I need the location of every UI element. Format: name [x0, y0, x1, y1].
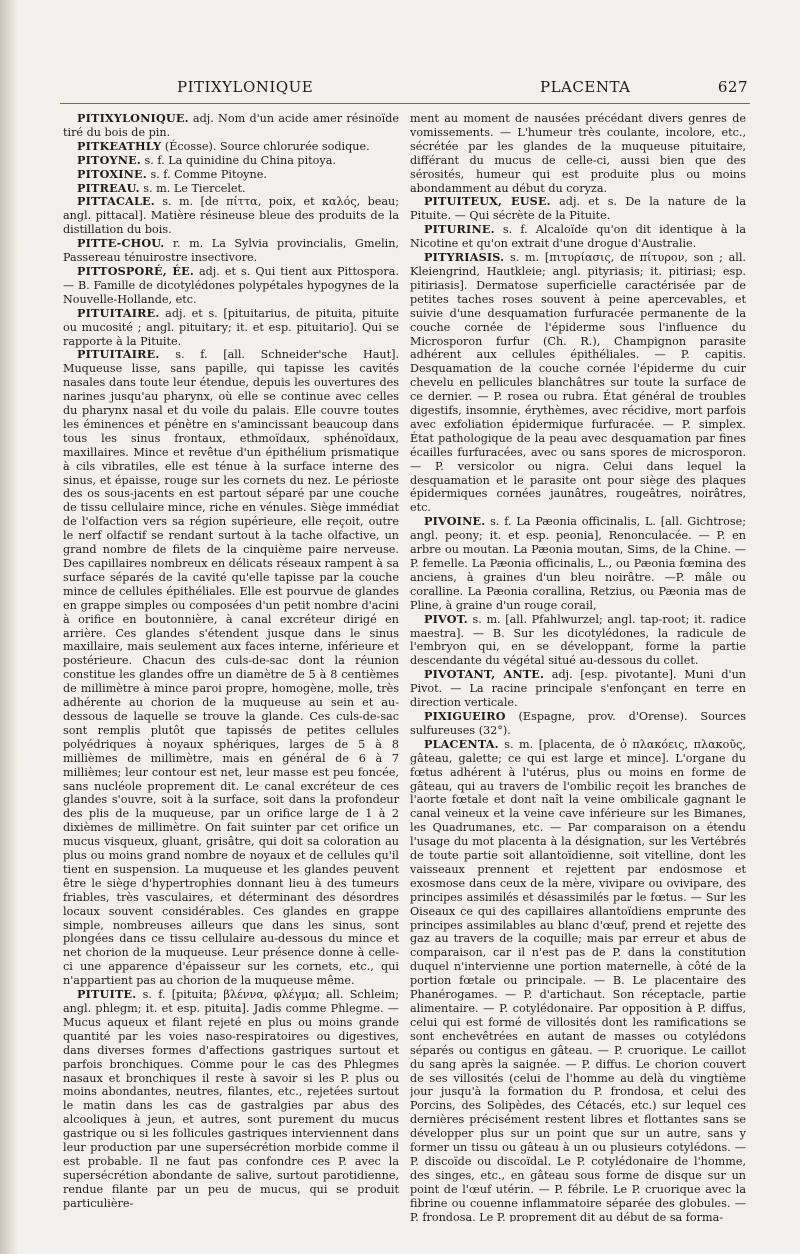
entry-headword: PITYRIASIS.	[424, 250, 505, 265]
header-right-title: PLACENTA	[540, 78, 631, 96]
dictionary-entry	[63, 348, 399, 988]
entry-headword: PITUITAIRE.	[77, 347, 160, 362]
entry-headword: PITUITAIRE.	[77, 305, 160, 320]
entry-definition: r. m. La Sylvia provincialis, Gmelin, Passereau ténuirostre insectivore.	[63, 237, 399, 265]
page-number: 627	[717, 78, 748, 96]
entry-headword: PITKEATHLY	[77, 138, 162, 153]
entry-headword: PITUITEUX, EUSE.	[424, 194, 551, 209]
dictionary-entry	[63, 140, 399, 154]
entry-headword: PITTOSPORÉ, ÉE.	[77, 263, 194, 278]
dictionary-entry	[410, 515, 746, 612]
dictionary-entry	[63, 265, 399, 307]
dictionary-entry	[63, 112, 399, 140]
dictionary-entry	[63, 154, 399, 168]
entry-definition: s. f. Alcaloïde qu'on dit identique à la Nicotine et qu'on extrait d'une drogue d'Australie.	[410, 223, 746, 251]
entry-headword: PITOYNE.	[77, 152, 141, 167]
entry-definition: adj. et s. De la nature de la Pituite. — Qui sécrète de la Pituite.	[410, 195, 746, 223]
page-gutter-shadow	[0, 0, 18, 1254]
entry-headword: PIXIGUEIRO	[424, 708, 506, 723]
running-header	[60, 78, 748, 100]
dictionary-entry	[63, 237, 399, 265]
dictionary-entry	[410, 251, 746, 515]
entry-definition: s. f. La quinidine du China pitoya.	[140, 153, 336, 167]
entry-definition: s. m. [de πίττα, poix, et καλός, beau; angl. pittacal]. Matière résineuse bleue des produits de la distillation du bois.	[63, 195, 399, 237]
dictionary-entry	[63, 168, 399, 182]
dictionary-entry	[410, 112, 746, 195]
entry-definition: adj. et s. Qui tient aux Pittospora. — B. Famille de dicotylédones polypétales hypogynes de la Nouvelle-Hollande, etc.	[63, 264, 399, 306]
entry-definition: adj. et s. [pituitarius, de pituita, pituite ou mucosité ; angl. pituitary; it. et esp. pituitario]. Qui se rapporte à la Pituite.	[63, 306, 399, 348]
entry-definition: s. m. [πιτυρίασις, de πίτυρον, son ; all. Kleiengrind, Hautkleie; angl. pityriasis; it. pitiriasi; esp. pitiriasis]. Dermatose superficielle caractérisée par de petites taches roses souvent à peine apercevables, et suivie d'une desquamation furfuracée permanente de la couche cornée de l'épiderme sous l'influence du Microsporon furfur (Ch. R.), Champignon parasite adhérent aux cellules épithéliales. — P. capitis. Desquamation de la couche cornée l'épiderme du cuir chevelu en pellicules blanchâtres sur toute la surface de ce dernier. — P. rosea ou rubra. État général de troubles digestifs, insomnie, érythèmes, avec récidive, mort parfois avec exfoliation épidermique furfuracée. — P. simplex. État pathologique de la peau avec desquamation par fines écailles furfuracées, avec ou sans spores de microsporon. — P. versicolor ou nigra. Celui dans lequel la desquamation et le parasite ont pour siège des plaques épidermiques cornées jaunâtres, rougeâtres, noirâtres, etc.	[410, 251, 746, 515]
entry-headword: PITOXINE.	[77, 166, 147, 181]
entry-definition: s. m. [placenta, de ὁ πλακόεις, πλακοῦς, gâteau, galette; ce qui est large et mince]. L'organe du fœtus adhérent à l'utérus, plus ou moins en forme de gâteau, qui au travers de l'ombilic reçoit les branches de l'aorte fœtale et dont naît la veine ombilicale gagnant le canal veineux et la veine cave inférieure sur les Bimanes, les Quadrumanes, etc. — Par comparaison on a étendu l'usage du mot placenta à la désignation, sur les Vertébrés de toute partie soit allantoïdienne, soit vitelline, dont les vaisseaux prennent et rejettent par endosmose et exosmose dans ceux de la mère, vivipare ou ovivipare, des principes assimilés et désassimilés par le fœtus. — Sur les Oiseaux ce qui des capillaires allantoïdiens emprunte des principes assimilables au blanc d'œuf, prend et rejette des gaz au travers de la coquille; mais par erreur et abus de comparaison, car il n'est pas de P. dans la constitution duquel n'intervienne une portion maternelle, à côté de la portion fœtale ou principale. — B. Le placentaire des Phanérogames. — P. d'artichaut. Son réceptacle, partie alimentaire. — P. cotylédonaire. Par opposition à P. diffus, celui qui est formé de villosités dont les ramifications se sont enchevêtrées en autant de masses ou cotylédons séparés ou contigus en gâteau. — P. cruorique. Le caillot du sang après la saignée. — P. diffus. Le chorion couvert de ses villosités (celui de l'homme au delà du vingtième jour jusqu'à la formation du P. frondosa, et celui des Porcins, des Solipèdes, des Cétacés, etc.) sur lequel ces dernières précisément restent libres et flottantes sans se développer plus sur un point que sur un autre, sans y former un tissu ou gâteau à un ou plusieurs cotylédons. — P. discoïde ou discoïdal. Le P. cotylédonaire de l'homme, des singes, etc., en gâteau sous forme de disque sur un point de l'œuf utérin. — P. fébrile. Le P. cruorique avec la fibrine ou couenne inflammatoire séparée des globules. —P. frondosa. Le P. proprement dit au début de sa forma-	[410, 737, 746, 1222]
entry-headword: PITTE-CHOU.	[77, 236, 165, 251]
entry-definition: s. f. [pituita; βλέννα, φλέγμα; all. Schleim; angl. phlegm; it. et esp. pituita]. Jadis comme Phlegme. — Mucus aqueux et filant rejeté en plus ou moins grande quantité par les voies naso-respiratoires ou digestives, dans diverses formes d'affections gastriques surtout et parfois bronchiques. Comme pour le cas des Phlegmes nasaux et bronchiques il reste à savoir si les P. plus ou moins abondantes, neutres, filantes, etc., rejetées surtout le matin dans les cas de gastralgies par abus des alcooliques à jeun, et autres, sont purement du mucus gastrique ou si les follicules gastriques interviennent dans leur production par une supersécrétion morbide comme il est probable. Il ne faut pas confondre ces P. avec la supersécrétion abondante de salive, surtout parotidienne, rendue filante par un peu de mucus, qui se produit particulière-	[63, 988, 399, 1210]
dictionary-entry	[410, 738, 746, 1222]
entry-headword: PIVOTANT, ANTE.	[424, 667, 545, 682]
entry-definition: adj. Nom d'un acide amer résinoïde tiré du bois de pin.	[63, 112, 399, 139]
dictionary-entry	[410, 223, 746, 251]
entry-definition: s. f. [all. Schneider'sche Haut]. Muqueuse lisse, sans papille, qui tapisse les cavités nasales dans toute leur étendue, depuis les ouvertures des narines jusqu'au pharynx, où elle se continue avec celles du pharynx nasal et du voile du palais. Elle couvre toutes les éminences et pénètre en s'amincissant beaucoup dans tous les sinus frontaux, ethmoïdaux, sphénoïdaux, maxillaires. Mince et revêtue d'un épithélium prismatique à cils vibratiles, elle est ténue à la surface interne des sinus, et épaisse, rouge sur les cornets du nez. Le périoste des os sous-jacents en est partout séparé par une couche de tissu cellulaire mince, riche en vénules. Siège immédiat de l'olfaction vers sa région supérieure, elle reçoit, outre le nerf olfactif se rendant surtout à la tache olfactive, un grand nombre de filets de la cinquième paire nerveuse. Des capillaires nombreux en délicats réseaux rampent à sa surface séparés de la cavité qu'elle tapisse par la couche mince de cellules épithéliales. Elle est pourvue de glandes en grappe simples ou composées d'un petit nombre d'acini à orifice en boutonnière, à canal excréteur dirigé en arrière. Ces glandes s'étendent jusque dans le sinus maxillaire, mais seulement aux faces interne, inférieure et postérieure. Chacun des culs-de-sac dont la réunion constitue les glandes offre un diamètre de 5 à 8 centièmes de millimètre à mince paroi propre, homogène, molle, très adhérente au chorion de la muqueuse au sein et au-dessous de laquelle se trouve la glande. Ces culs-de-sac sont remplis plutôt que tapissés de petites cellules polyédriques à noyaux sphériques, larges de 5 à 8 millièmes de millimètre, mais en général de 6 à 7 millièmes; leur contour est net, leur masse est peu foncée, sans nucléole proprement dit. Le canal excréteur de ces glandes s'ouvre, soit à la surface, soit dans la profondeur des plis de la muqueuse, par un orifice large de 1 à 2 dixièmes de millimètre. On fait suinter par cet orifice un mucus visqueux, gluant, grisâtre, qui doit sa coloration au plus ou moins grand nombre de noyaux et de cellules qu'il tient en suspension. La muqueuse et les glandes peuvent être le siège d'hypertrophies donnant lieu à des tumeurs friables, très vasculaires, et déterminant des désordres locaux souvent considérables. Ces glandes en grappe simple, nombreuses ailleurs que dans les sinus, sont plongées dans ce tissu cellulaire au-dessous du mince et net chorion de la muqueuse. Leur présence donne à celle-ci une apparence d'épaisseur sur les cornets, etc., qui n'appartient pas au chorion de la muqueuse même.	[63, 348, 399, 988]
entry-definition: (Écosse). Source chlorurée sodique.	[161, 139, 370, 153]
entry-definition: adj. [esp. pivotante]. Muni d'un Pivot. — La racine principale s'enfonçant en terre en direction verticale.	[410, 668, 746, 710]
entry-headword: PITURINE.	[424, 222, 495, 237]
header-left-title: PITIXYLONIQUE	[177, 78, 314, 96]
left-column	[63, 112, 399, 1222]
right-column	[410, 112, 746, 1222]
entry-headword: PIVOT.	[424, 611, 468, 626]
entry-definition: s. m. [all. Pfahlwurzel; angl. tap-root; it. radice maestra]. — B. Sur les dicotylédones, la radicule de l'embryon qui, en se développant, forme la partie descendante du végétal situé au-dessous du collet.	[410, 612, 746, 668]
header-rule	[60, 103, 750, 104]
dictionary-entry	[410, 710, 746, 738]
entry-headword: PITTACALE.	[77, 194, 155, 209]
entry-definition: s. f. Comme Pitoyne.	[146, 167, 267, 181]
entry-headword: PITIXYLONIQUE.	[77, 112, 189, 125]
dictionary-entry	[410, 195, 746, 223]
entry-definition: s. f. La Pæonia officinalis, L. [all. Gichtrose; angl. peony; it. et esp. peonia], Renonculacée. — P. en arbre ou moutan. La Pæonia moutan, Sims, de la Chine. — P. femelle. La Pæonia officinalis, L., ou Pæonia fœmina des anciens, à graines d'un bleu noirâtre. —P. mâle ou coralline. La Pæonia corallina, Retzius, ou Pæonia mas de Pline, à graine d'un rouge corail,	[410, 515, 746, 612]
dictionary-entry	[63, 182, 399, 196]
entry-headword: PITUITE.	[77, 987, 137, 1002]
dictionary-entry	[63, 988, 399, 1211]
entry-headword: PITREAU.	[77, 180, 140, 195]
entry-headword: PIVOINE.	[424, 514, 486, 529]
dictionary-entry	[410, 668, 746, 710]
entry-definition: s. m. Le Tiercelet.	[139, 181, 246, 195]
dictionary-entry	[63, 195, 399, 237]
entry-definition: (Espagne, prov. d'Orense). Sources sulfureuses (32°).	[410, 709, 746, 737]
entry-definition: ment au moment de nausées précédant divers genres de vomissements. — L'humeur très coulante, incolore, etc., sécrétée par les glandes de la muqueuse pituitaire, différant du mucus de celle-ci, aussi bien que des sérosités, humeur qui est produite plus ou moins abondamment au début du coryza.	[410, 112, 746, 195]
entry-headword: PLACENTA.	[424, 736, 499, 751]
dictionary-entry	[410, 613, 746, 669]
dictionary-entry	[63, 307, 399, 349]
